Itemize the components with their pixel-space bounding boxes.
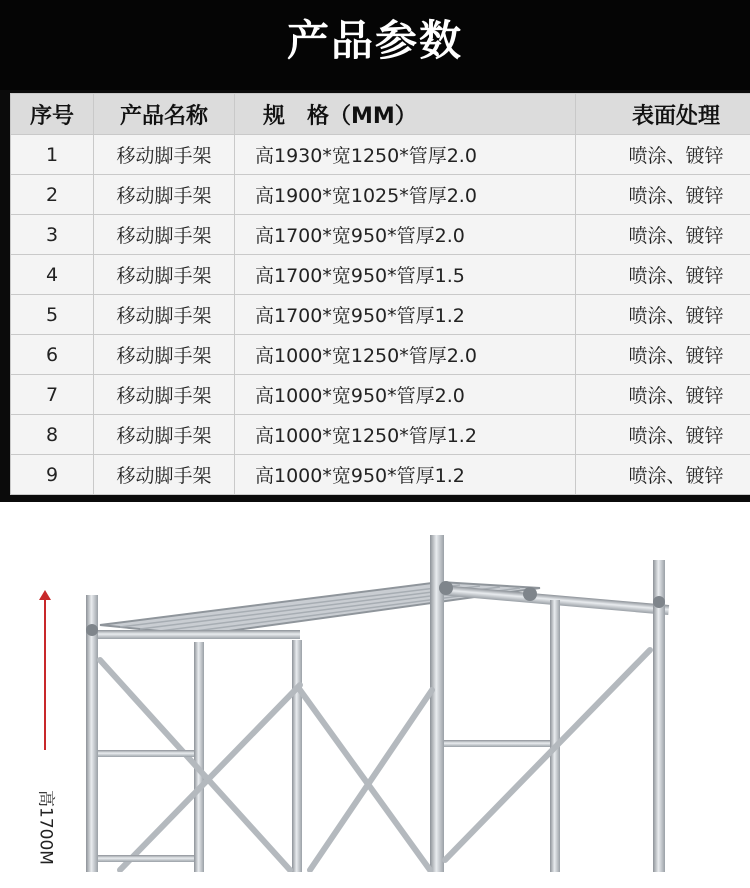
row-spec: 高1900*宽1025*管厚2.0 [235,175,576,215]
post-mid-inner [292,640,302,872]
table-row [11,175,750,215]
row-no: 8 [11,415,94,455]
cross-braces [100,650,650,870]
row-treatment: 喷涂、镀锌 [576,215,750,255]
row-name: 移动脚手架 [94,455,235,495]
height-indicator [36,590,56,872]
row-name: 移动脚手架 [94,175,235,215]
table-row [11,215,750,255]
header-treatment: 表面处理 [576,94,750,135]
row-no: 5 [11,295,94,335]
row-no: 2 [11,175,94,215]
top-rail-front [90,630,300,639]
height-label: 高1700M [36,768,61,888]
height-line [44,600,46,750]
table-row [11,135,750,175]
row-no: 4 [11,255,94,295]
row-name: 移动脚手架 [94,135,235,175]
row-treatment: 喷涂、镀锌 [576,295,750,335]
row-treatment: 喷涂、镀锌 [576,455,750,495]
row-no: 3 [11,215,94,255]
page-title: 产品参数 [0,8,750,68]
row-name: 移动脚手架 [94,295,235,335]
row-name: 移动脚手架 [94,215,235,255]
row-spec: 高1000*宽950*管厚2.0 [235,375,576,415]
row-spec: 高1000*宽1250*管厚2.0 [235,335,576,375]
row-spec: 高1700*宽950*管厚1.5 [235,255,576,295]
table-header-row [11,94,750,135]
row-spec: 高1700*宽950*管厚2.0 [235,215,576,255]
header-name: 产品名称 [94,94,235,135]
row-treatment: 喷涂、镀锌 [576,255,750,295]
post-left-front [86,595,98,872]
row-treatment: 喷涂、镀锌 [576,335,750,375]
table-row [11,415,750,455]
row-name: 移动脚手架 [94,335,235,375]
row-spec: 高1930*宽1250*管厚2.0 [235,135,576,175]
row-no: 1 [11,135,94,175]
row-treatment: 喷涂、镀锌 [576,135,750,175]
row-treatment: 喷涂、镀锌 [576,375,750,415]
header-spec: 规 格（MM） [235,94,576,135]
post-left-inner [194,642,204,872]
table-row [11,255,750,295]
title-banner [0,0,750,90]
row-spec: 高1000*宽1250*管厚1.2 [235,415,576,455]
row-treatment: 喷涂、镀锌 [576,415,750,455]
row-spec: 高1700*宽950*管厚1.2 [235,295,576,335]
up-arrow-icon [39,590,51,600]
row-treatment: 喷涂、镀锌 [576,175,750,215]
row-no: 7 [11,375,94,415]
row-no: 6 [11,335,94,375]
table-row [11,295,750,335]
table-row [11,335,750,375]
row-name: 移动脚手架 [94,415,235,455]
row-no: 9 [11,455,94,495]
ledgers [98,740,550,862]
row-spec: 高1000*宽950*管厚1.2 [235,455,576,495]
header-no: 序号 [11,94,94,135]
table-row [11,455,750,495]
row-name: 移动脚手架 [94,255,235,295]
scaffold-illustration [60,530,680,872]
post-right-inner [550,600,560,872]
row-name: 移动脚手架 [94,375,235,415]
table-row [11,375,750,415]
spec-table [10,93,750,495]
